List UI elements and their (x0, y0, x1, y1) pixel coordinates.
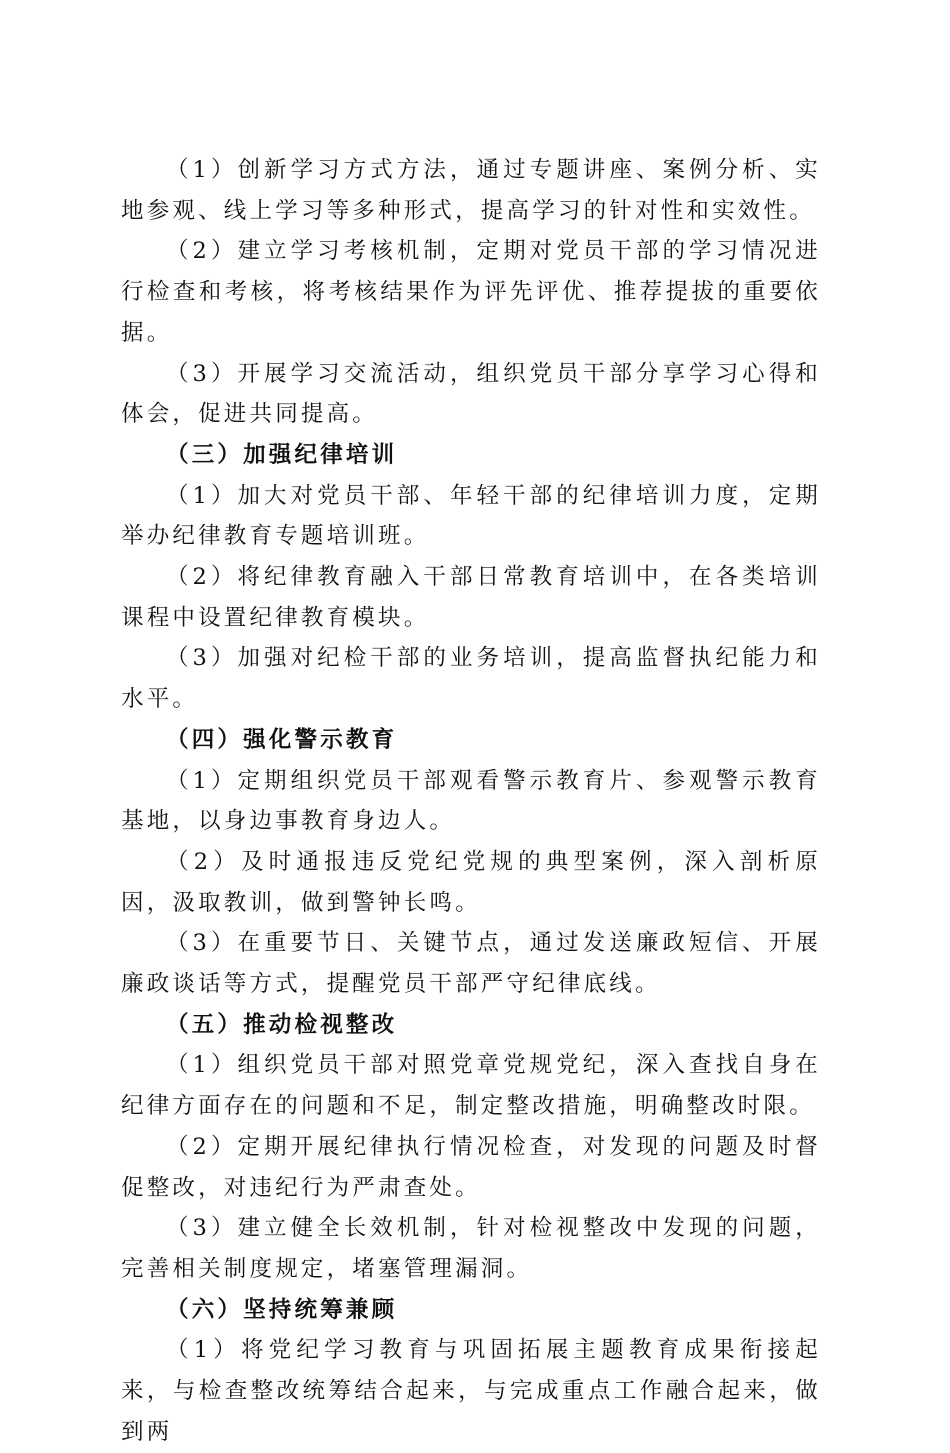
paragraph-warning-films: （1）定期组织党员干部观看警示教育片、参观警示教育基地，以身边事教育身边人。 (121, 767, 821, 835)
paragraph-study-exchange: （3）开展学习交流活动，组织党员干部分享学习心得和体会，促进共同提高。 (121, 360, 821, 428)
paragraph-training-inspectors: （3）加强对纪检干部的业务培训，提高监督执纪能力和水平。 (121, 645, 821, 713)
paragraph-study-assessment: （2）建立学习考核机制，定期对党员干部的学习情况进行检查和考核，将考核结果作为评先评优、推荐提拔的重要依据。 (121, 238, 821, 346)
paragraph-rectification-inspection: （2）定期开展纪律执行情况检查，对发现的问题及时督促整改，对违纪行为严肃查处。 (121, 1133, 821, 1201)
paragraph-rectification-mechanism: （3）建立健全长效机制，针对检视整改中发现的问题，完善相关制度规定，堵塞管理漏洞。 (121, 1215, 821, 1282)
section-heading-coordination: （六）坚持统筹兼顾 (166, 1296, 398, 1323)
section-heading-rectification: （五）推动检视整改 (166, 1011, 398, 1038)
paragraph-study-methods: （1）创新学习方式方法，通过专题讲座、案例分析、实地参观、线上学习等多种形式，提高学习的针对性和实效性。 (121, 157, 821, 224)
paragraph-coordination-integration: （1）将党纪学习教育与巩固拓展主题教育成果衔接起来，与检查整改统筹结合起来，与完成重点工作融合起来，做到两 (121, 1337, 821, 1445)
paragraph-warning-reminders: （3）在重要节日、关键节点，通过发送廉政短信、开展廉政谈话等方式，提醒党员干部严守纪律底线。 (121, 930, 821, 998)
section-heading-discipline-training: （三）加强纪律培训 (166, 441, 398, 468)
paragraph-rectification-self-check: （1）组织党员干部对照党章党规党纪，深入查找自身在纪律方面存在的问题和不足，制定整改措施，明确整改时限。 (121, 1052, 821, 1120)
paragraph-training-intensity: （1）加大对党员干部、年轻干部的纪律培训力度，定期举办纪律教育专题培训班。 (121, 482, 821, 550)
paragraph-training-integration: （2）将纪律教育融入干部日常教育培训中，在各类培训课程中设置纪律教育模块。 (121, 564, 821, 631)
paragraph-warning-cases: （2）及时通报违反党纪党规的典型案例，深入剖析原因，汲取教训，做到警钟长鸣。 (121, 848, 821, 916)
document-body (121, 150, 821, 1453)
section-heading-warning-education: （四）强化警示教育 (166, 726, 398, 753)
